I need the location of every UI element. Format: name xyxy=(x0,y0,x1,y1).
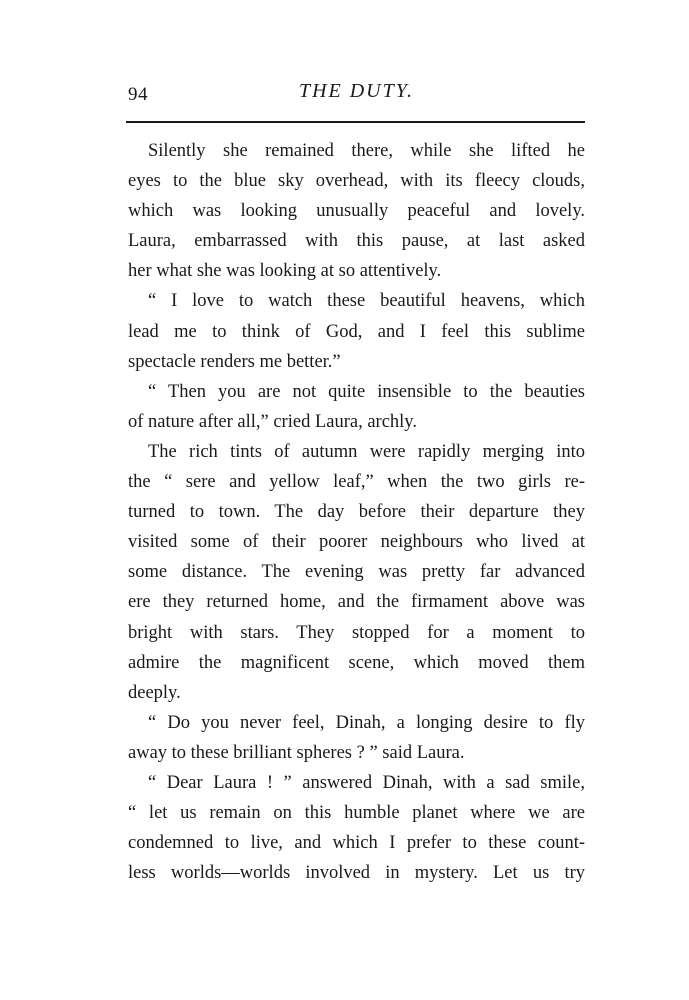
text-line: “ let us remain on this humble planet where we are xyxy=(128,803,585,824)
text-line: admire the magnificent scene, which moved them xyxy=(128,652,585,673)
text-line: “ Do you never feel, Dinah, a longing desire to fly xyxy=(148,712,585,733)
text-line: her what she was looking at so attentively. xyxy=(128,261,442,282)
text-line: eyes to the blue sky overhead, with its fleecy clouds, xyxy=(128,171,585,192)
text-line: Laura, embarrassed with this pause, at last asked xyxy=(128,231,585,252)
text-line: The rich tints of autumn were rapidly merging into xyxy=(148,441,585,462)
text-line: which was looking unusually peaceful and lovely. xyxy=(128,201,585,222)
text-line: visited some of their poorer neighbours who lived at xyxy=(128,532,585,553)
text-line: ere they returned home, and the firmament above was xyxy=(128,592,585,613)
text-line: the “ sere and yellow leaf,” when the two girls re- xyxy=(128,472,585,493)
header-rule xyxy=(126,121,585,123)
text-line: some distance. The evening was pretty far advanced xyxy=(128,562,585,583)
page-number: 94 xyxy=(128,84,148,105)
running-title: THE DUTY. xyxy=(298,80,415,102)
body-text xyxy=(128,136,585,888)
text-line: “ Dear Laura ! ” answered Dinah, with a sad smile, xyxy=(148,772,585,793)
text-line: “ I love to watch these beautiful heavens, which xyxy=(148,291,585,312)
text-line: spectacle renders me better.” xyxy=(128,351,341,372)
text-line: of nature after all,” cried Laura, archly. xyxy=(128,411,417,432)
text-line: turned to town. The day before their departure they xyxy=(128,502,585,523)
page-header xyxy=(128,80,585,110)
text-line: less worlds—worlds involved in mystery. Let us try xyxy=(128,863,585,884)
text-line: “ Then you are not quite insensible to the beauties xyxy=(148,381,585,402)
text-line: bright with stars. They stopped for a moment to xyxy=(128,622,585,643)
text-line: deeply. xyxy=(128,682,181,703)
text-line: Silently she remained there, while she lifted he xyxy=(148,141,585,161)
text-line: lead me to think of God, and I feel this sublime xyxy=(128,321,585,342)
text-line: condemned to live, and which I prefer to these count- xyxy=(128,833,585,854)
text-line: away to these brilliant spheres ? ” said Laura. xyxy=(128,742,465,763)
